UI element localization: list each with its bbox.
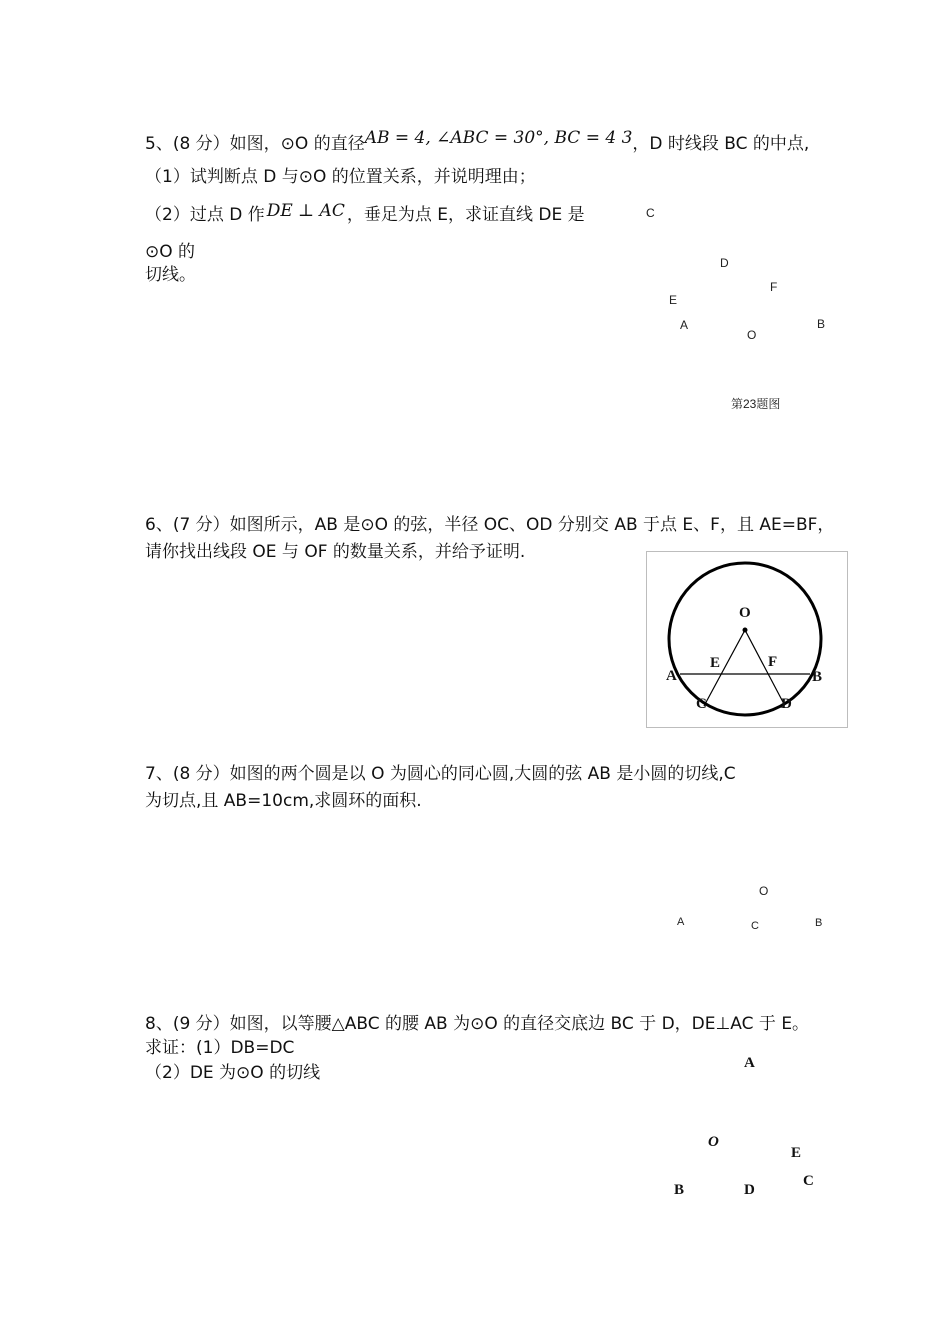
q5-part2-suffix: ，垂足为点 E，求证直线 DE 是: [346, 205, 585, 225]
q6-label-D: D: [781, 696, 792, 712]
q5-label-O: O: [747, 328, 757, 342]
q8-label-A: A: [744, 1055, 755, 1071]
q5-line1-prefix: 5、(8 分）如图，⊙O 的直径: [145, 134, 365, 154]
q7-line2: 为切点,且 AB=10cm,求圆环的面积.: [145, 791, 422, 811]
q7-line1: 7、(8 分）如图的两个圆是以 O 为圆心的同心圆,大圆的弦 AB 是小圆的切线,C: [145, 764, 736, 784]
q8-label-E: E: [791, 1145, 802, 1161]
q5-label-E: E: [669, 293, 678, 307]
q5-part1: （1）试判断点 D 与⊙O 的位置关系，并说明理由；: [145, 167, 536, 187]
q5-part2-line3: 切线。: [145, 265, 196, 285]
q7-label-C: C: [751, 920, 759, 932]
q5-line1-suffix: ，D 时线段 BC 的中点,: [632, 134, 810, 154]
q5-label-B: B: [817, 317, 826, 331]
q6-line1: 6、(7 分）如图所示，AB 是⊙O 的弦，半径 OC、OD 分别交 AB 于点 E、F，且 AE=BF，: [145, 515, 835, 535]
q5-line1: [145, 128, 810, 155]
q5-label-D: D: [720, 256, 729, 270]
q8-label-B: B: [674, 1182, 685, 1198]
q5-part2-line2: ⊙O 的: [145, 242, 196, 262]
q5-part2-formula: DE ⊥ AC: [266, 201, 345, 221]
q6-label-C: C: [696, 696, 707, 712]
q5-part2: [145, 201, 585, 226]
q8-line3: （2）DE 为⊙O 的切线: [145, 1063, 321, 1083]
q6-label-F: F: [768, 654, 778, 670]
q5-label-F: F: [770, 280, 778, 294]
q6-center-dot: [743, 628, 748, 633]
q7-label-O: O: [759, 884, 769, 898]
q6-label-A: A: [666, 668, 677, 684]
q6-label-E: E: [710, 655, 721, 671]
q5-label-A: A: [680, 318, 689, 332]
q6-figure-frame: [647, 552, 848, 728]
q6-line2: 请你找出线段 OE 与 OF 的数量关系，并给予证明.: [145, 542, 526, 562]
q8-label-O: O: [708, 1134, 719, 1150]
q7-label-A: A: [677, 916, 685, 928]
q8-label-D: D: [744, 1182, 755, 1198]
q8-line1: 8、(9 分）如图，以等腰△ABC 的腰 AB 为⊙O 的直径交底边 BC 于 D，DE⊥AC 于 E。: [145, 1014, 810, 1034]
q5-label-C: C: [646, 206, 655, 220]
q7-label-B: B: [815, 917, 823, 929]
q6-label-O: O: [739, 605, 751, 621]
q6-label-B: B: [812, 669, 823, 685]
q8-line2: 求证：(1）DB=DC: [145, 1038, 295, 1058]
q8-label-C: C: [803, 1173, 814, 1189]
q5-formula: AB = 4, ∠ABC = 30°, BC = 4 3: [364, 128, 633, 148]
q5-figure-caption: 第23题图: [731, 397, 781, 411]
q6-figure: [646, 551, 849, 729]
q5-part2-prefix: （2）过点 D 作: [145, 205, 265, 225]
